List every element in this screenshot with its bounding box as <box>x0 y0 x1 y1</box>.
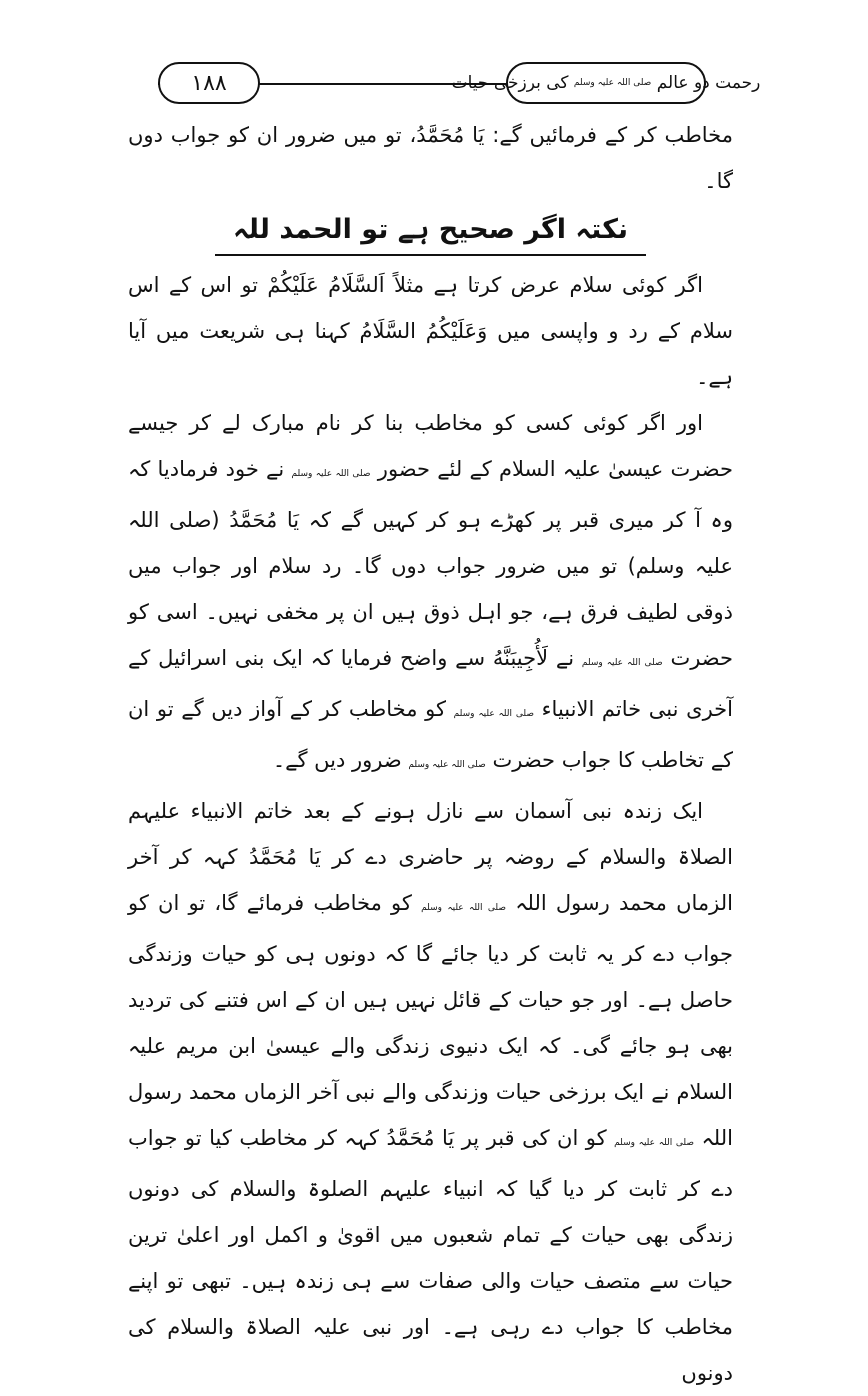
salutation-glyph: صلی اللہ علیہ وسلم <box>614 1138 694 1148</box>
paragraph-continuation: مخاطب کر کے فرمائیں گے: یَا مُحَمَّدُ، تو میں ضرور ان کو جواب دوں گا۔ <box>128 123 733 193</box>
p4-part-c: کو ان کی قبر پر یَا مُحَمَّدُ کہہ کر مخاطب کیا تو جواب دے کر ثابت کر دیا گیا کہ انبیاء علیہم الصلوۃ والسلام کی دونوں زندگی بھی حیات کے تمام شعبوں میں اقویٰ و اکمل اور اعلیٰ ترین حیات سے متصف حیات والی صفات سے ہی زندہ ہیں۔ تبھی تو اپنے مخاطب کا جواب دے رہی ہے۔ اور نبی علیہ الصلاۃ والسلام کی دونوں <box>128 1126 733 1385</box>
paragraph-salam: اگر کوئی سلام عرض کرتا ہے مثلاً اَلسَّلَامُ عَلَیْکُمْ تو اس کے اس سلام کے رد و واپسی میں وَعَلَیْکُمُ السَّلَامُ کہنا ہی شریعت میں آیا ہے۔ <box>128 273 733 389</box>
paragraph-living-prophet <box>128 788 733 1396</box>
p4-part-b: کو مخاطب فرمائے گا، تو ان کو جواب دے کر یہ ثابت کر دیا جائے گا کہ دونوں ہی کو حیات وزندگی حاصل ہے۔ اور جو حیات کے قائل نہیں ہیں ان کے اس فتنے کی تردید بھی ہو جائے گی۔ کہ ایک دنیوی زندگی والے عیسیٰ ابن مریم علیہ السلام نے ایک برزخی حیات وزندگی والے نبی آخر الزماں محمد رسول اللہ <box>128 891 733 1150</box>
page-body <box>128 112 733 1396</box>
salutation-glyph: صلی اللہ علیہ وسلم <box>581 658 663 668</box>
salutation-glyph: صلی اللہ علیہ وسلم <box>408 760 486 770</box>
page-number: ۱۸۸ <box>158 62 260 104</box>
salutation-glyph: صلی اللہ علیہ وسلم <box>453 709 534 719</box>
salutation-glyph: صلی اللہ علیہ وسلم <box>573 78 652 88</box>
paragraph-isa-visit <box>128 400 733 788</box>
p3-part-a: اور اگر کوئی کسی کو مخاطب بنا کر نام مبارک لے کر جیسے حضرت عیسیٰ علیہ السلام کے لئے حضور <box>128 411 734 481</box>
p3-part-e: ضرور دیں گے۔ <box>272 748 402 772</box>
p3-part-d: کو مخاطب کر کے آواز دیں گے تو ان کے تخاطب کا جواب حضرت <box>128 697 733 772</box>
p3-part-b: نے خود فرمادیا کہ وہ آ کر میری قبر پر کھڑے ہو کر کہیں گے کہ یَا مُحَمَّدُ (صلی اللہ علیہ وسلم) تو میں ضرور جواب دوں گا۔ رد سلام اور جواب میں ذوقی لطیف فرق ہے، جو اہل ذوق ہیں ان پر مخفی نہیں۔ اسی کو حضرت <box>128 457 733 670</box>
section-heading-wrap <box>128 208 733 256</box>
p4-part-a: ایک زندہ نبی آسمان سے نازل ہونے کے بعد خاتم الانبیاء علیہم الصلاۃ والسلام کے روضہ پر حاضری دے کر یَا مُحَمَّدُ کہہ کر آخر الزماں محمد رسول اللہ <box>128 799 734 915</box>
running-title <box>451 62 761 104</box>
salutation-glyph: صلی اللہ علیہ وسلم <box>421 903 507 913</box>
section-heading: نکتہ اگر صحیح ہے تو الحمد للہ <box>215 208 646 256</box>
running-title-end: کی برزخی حیات <box>451 73 569 93</box>
salutation-glyph: صلی اللہ علیہ وسلم <box>291 469 371 479</box>
p3-part-c: نے لَأُجِيبَنَّهُ سے واضح فرمایا کہ ایک بنی اسرائیل کے آخری نبی خاتم الانبیاء <box>128 646 733 721</box>
running-title-start: رحمت دو عالم <box>656 73 761 93</box>
page-header <box>158 62 761 104</box>
